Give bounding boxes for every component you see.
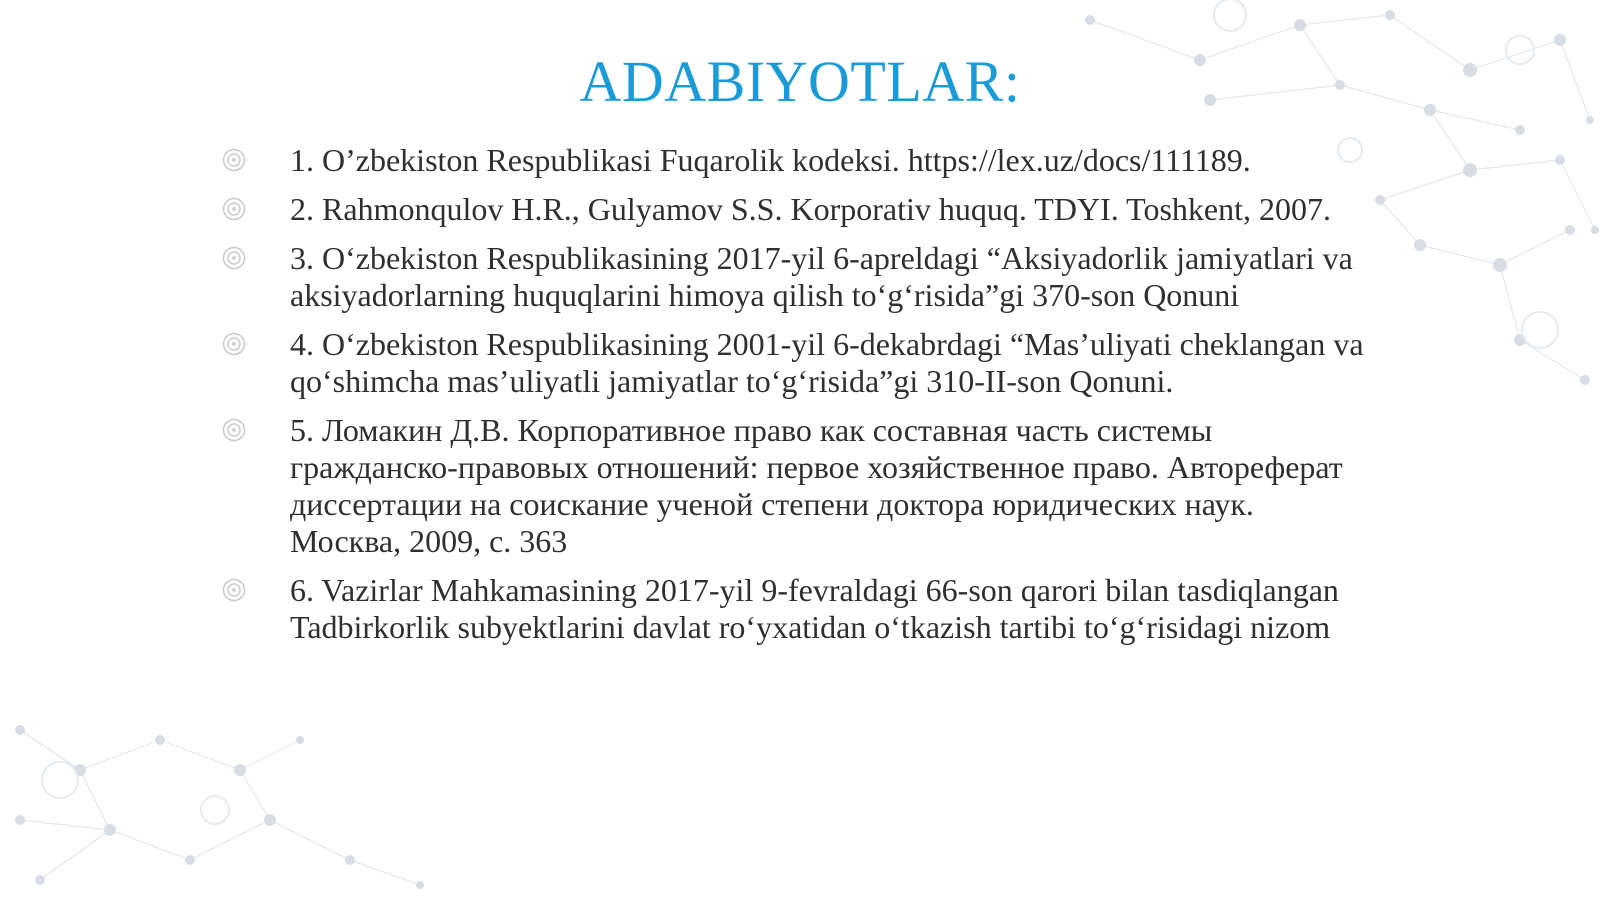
- reference-item-2: [222, 191, 1372, 228]
- concentric-circle-bullet-icon: [222, 332, 246, 356]
- reference-text: 1. O’zbekiston Respublikasi Fuqarolik kodeksi. https://lex.uz/docs/111189.: [290, 142, 1251, 178]
- reference-item-6: [222, 572, 1372, 646]
- reference-text: 5. Ломакин Д.В. Корпоративное право как составная часть системы гражданско-правовых отношений: первое хозяйственное право. Автореферат диссертации на соискание ученой степени доктора юридических наук. Москва, 2009, с. 363: [290, 412, 1343, 559]
- reference-list: [222, 142, 1372, 658]
- concentric-circle-bullet-icon: [222, 578, 246, 602]
- concentric-circle-bullet-icon: [222, 148, 246, 172]
- reference-item-1: [222, 142, 1372, 179]
- reference-text: 3. O‘zbekiston Respublikasining 2017-yil 6-apreldagi “Aksiyadorlik jamiyatlari va aksiyadorlarning huquqlarini himoya qilish to‘g‘risida”gi 370-son Qonuni: [290, 240, 1353, 313]
- reference-item-3: [222, 240, 1372, 314]
- reference-text: 6. Vazirlar Mahkamasining 2017-yil 9-fevraldagi 66-son qarori bilan tasdiqlangan Tadbirkorlik subyektlarini davlat ro‘yxatidan o‘tkazish tartibi to‘g‘risidagi nizom: [290, 572, 1339, 645]
- reference-item-4: [222, 326, 1372, 400]
- concentric-circle-bullet-icon: [222, 418, 246, 442]
- concentric-circle-bullet-icon: [222, 197, 246, 221]
- concentric-circle-bullet-icon: [222, 246, 246, 270]
- reference-text: 4. O‘zbekiston Respublikasining 2001-yil 6-dekabrdagi “Mas’uliyati cheklangan va qo‘shimcha mas’uliyatli jamiyatlar to‘g‘risida”gi 310-II-son Qonuni.: [290, 326, 1364, 399]
- reference-text: 2. Rahmonqulov H.R., Gulyamov S.S. Korporativ huquq. TDYI. Toshkent, 2007.: [290, 191, 1331, 227]
- reference-item-5: [222, 412, 1372, 560]
- slide-title: ADABIYOTLAR:: [579, 49, 1021, 114]
